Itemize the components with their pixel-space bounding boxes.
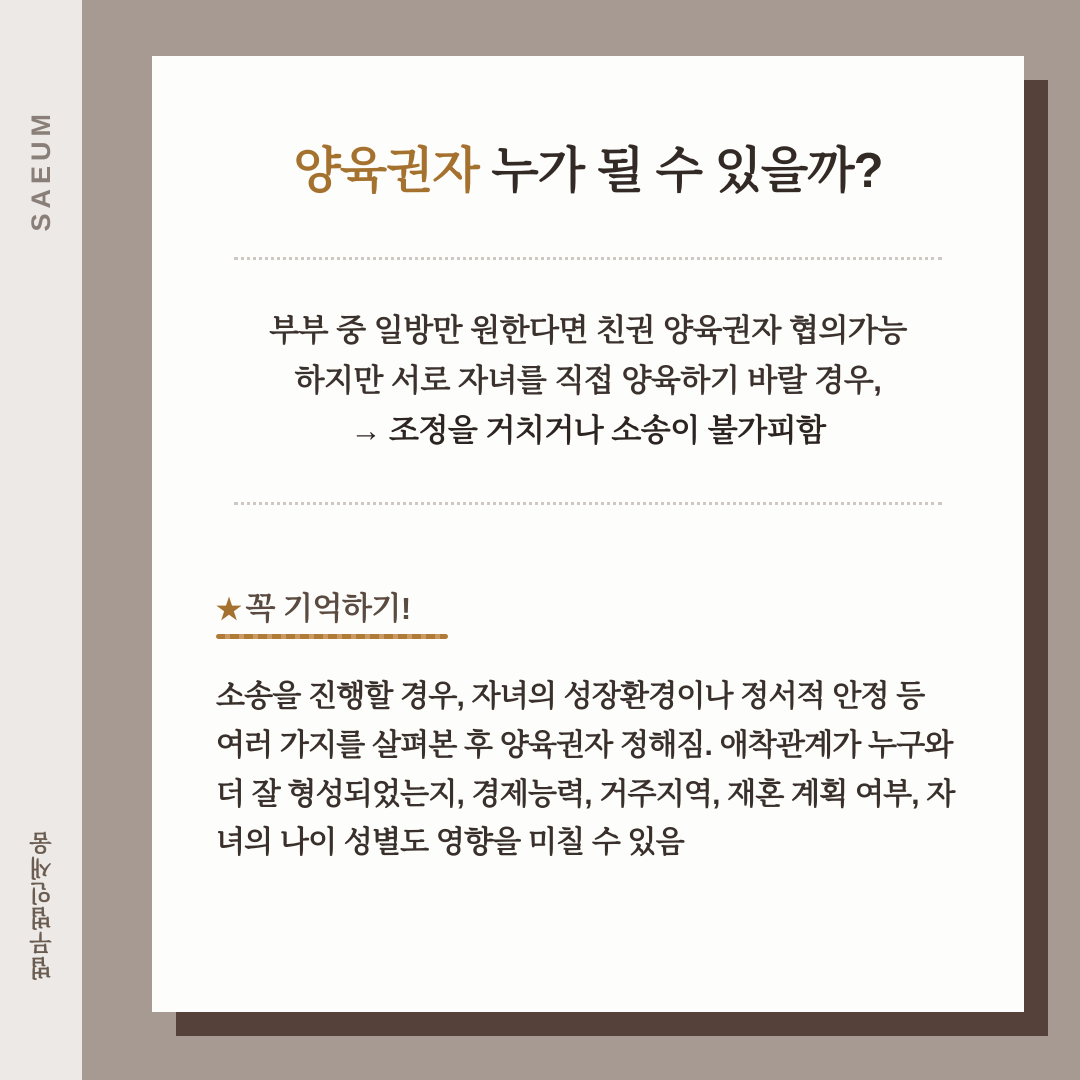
note-body-text: 소송을 진행할 경우, 자녀의 성장환경이나 정서적 안정 등 여러 가지를 살펴본 후 양육권자 정해짐. 애착관계가 누구와 더 잘 형성되었는지, 경제능력, 거주지역, 재혼 계획 여부, 자녀의 나이 성별도 영향을 미칠 수 있음 [216,680,955,860]
left-sidebar-strip [0,0,82,1080]
content-card [152,56,1024,1012]
note-heading [216,583,448,647]
note-underline [216,634,448,639]
brand-logo-top [0,70,82,270]
summary-line-2: 하지만 서로 자녀를 직접 양육하기 바랄 경우, [294,363,882,399]
page-title-rest: 누가 될 수 있을까? [478,144,883,198]
page-title-accent: 양육권자 [293,144,479,198]
note-heading-text: 꼭 기억하기! [245,591,411,627]
brand-name-bottom [0,790,82,1020]
note-section [216,505,960,867]
summary-line-1: 부부 중 일방만 원한다면 친권 양육권자 협의가능 [269,312,907,348]
summary-paragraph [216,260,960,457]
brand-logo-text: SAEUM [25,108,56,232]
page-title [216,56,960,201]
summary-line-3: → 조정을 거치거나 소송이 불가피함 [350,413,826,449]
brand-name-text: 법무법인새움 [28,830,55,980]
star-icon: ★ [216,594,242,627]
